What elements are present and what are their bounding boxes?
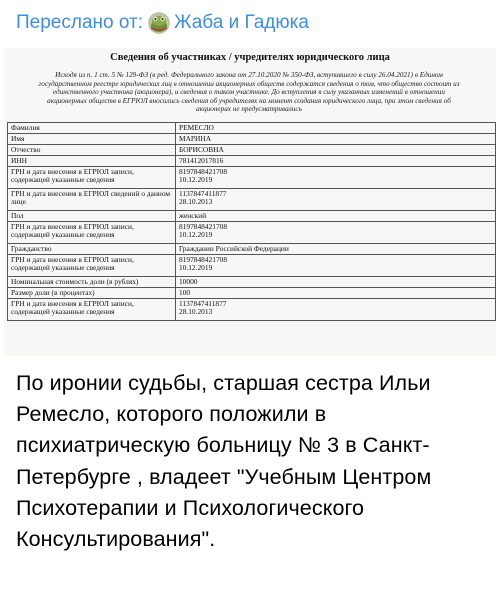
row-value: 1137847411877 28.10.2013 <box>176 299 496 321</box>
row-value: 1137847411877 28.10.2013 <box>176 189 496 211</box>
table-row <box>8 156 496 167</box>
table-row <box>8 134 496 145</box>
frog-viper-avatar-icon[interactable] <box>148 12 170 34</box>
row-label: ГРН и дата внесения в ЕГРЮЛ записи, содержащей указанные сведения <box>8 222 176 244</box>
row-label: Размер доли (в процентах) <box>8 288 176 299</box>
row-label: Фамилия <box>8 123 176 134</box>
table-row <box>8 211 496 222</box>
row-value: 100 <box>176 288 496 299</box>
row-value: 781412017816 <box>176 156 496 167</box>
row-value: БОРИСОВНА <box>176 145 496 156</box>
table-row <box>8 222 496 244</box>
post-message-text: По иронии судьбы, старшая сестра Ильи Ремесло, которого положили в психиатрическую больницу № 3 в Санкт-Петербурге , владеет "Учебным Центром Психотерапии и Психологического Консультирования". <box>16 371 444 552</box>
row-label: Номинальная стоимость доли (в рублях) <box>8 277 176 288</box>
row-label: Имя <box>8 134 176 145</box>
table-row <box>8 244 496 255</box>
forwarded-from-header <box>16 8 309 38</box>
row-label: ГРН и дата внесения в ЕГРЮЛ записи, содержащей указанные сведения <box>8 255 176 277</box>
row-value: РЕМЕСЛО <box>176 123 496 134</box>
table-row <box>8 123 496 134</box>
egrul-document-image[interactable] <box>4 48 496 356</box>
row-value: 8197848421708 10.12.2019 <box>176 255 496 277</box>
table-row <box>8 288 496 299</box>
row-label: Пол <box>8 211 176 222</box>
table-row <box>8 167 496 189</box>
row-value: женский <box>176 211 496 222</box>
participants-table <box>7 122 496 321</box>
row-value: МАРИНА <box>176 134 496 145</box>
row-value: Гражданин Российской Федерации <box>176 244 496 255</box>
table-row <box>8 277 496 288</box>
row-label: Гражданство <box>8 244 176 255</box>
row-label: ГРН и дата внесения в ЕГРЮЛ записи, содержащей указанные сведения <box>8 167 176 189</box>
row-label: ГРН и дата внесения в ЕГРЮЛ записи, содержащей указанные сведения <box>8 299 176 321</box>
row-label: ИНН <box>8 156 176 167</box>
table-row <box>8 189 496 211</box>
row-label: Отчество <box>8 145 176 156</box>
document-title: Сведения об участниках / учредителях юридического лица <box>110 52 390 63</box>
row-label: ГРН и дата внесения в ЕГРЮЛ сведений о данном лице <box>8 189 176 211</box>
row-value: 8197848421708 10.12.2019 <box>176 222 496 244</box>
table-row <box>8 299 496 321</box>
table-row <box>8 145 496 156</box>
document-note: Исходя из п. 1 ст. 5 № 129-ФЗ (в ред. Федерального закона от 27.10.2020 № 350-ФЗ, вступившего в силу 26.04.2021) в Едином государственном реестре юридических лиц в отношении акционерных обществ содержатся сведения о том, что общество состоит из единственного участника (акционера), и сведения о таком участнике. До вступления в силу указанных изменений в отношении акционерных обществ в ЕГРЮЛ вносились сведения об учредителях на момент создания юридического лица, при этом сведения об акционерах не предусматривались <box>38 71 460 114</box>
forwarded-channel-link[interactable]: Жаба и Гадюка <box>173 12 309 33</box>
table-row <box>8 255 496 277</box>
row-value: 10000 <box>176 277 496 288</box>
forwarded-from-label: Переслано от: <box>16 12 143 33</box>
row-value: 8197848421708 10.12.2019 <box>176 167 496 189</box>
